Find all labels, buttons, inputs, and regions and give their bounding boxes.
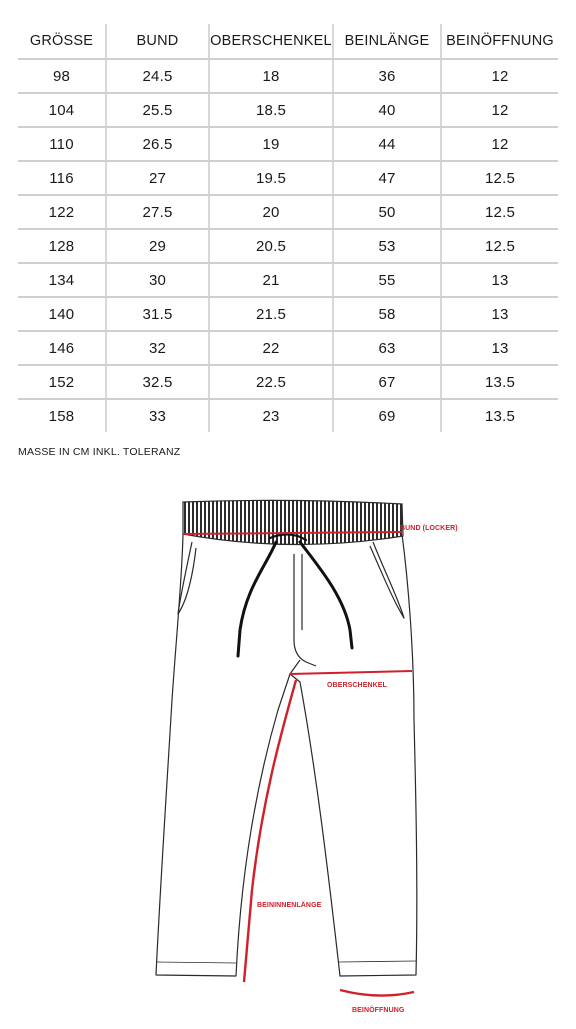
table-row	[18, 331, 558, 365]
cell-groesse: 116	[18, 161, 106, 195]
cell-beinoeffnung: 12	[441, 59, 558, 93]
header-beinlaenge: BEINLÄNGE	[333, 24, 441, 59]
cell-beinoeffnung: 12.5	[441, 195, 558, 229]
cell-beinlaenge: 36	[333, 59, 441, 93]
table-row	[18, 93, 558, 127]
cell-groesse: 152	[18, 365, 106, 399]
cell-oberschenkel: 21.5	[209, 297, 333, 331]
label-oberschenkel: OBERSCHENKEL	[327, 682, 387, 689]
label-beinoeffnung: BEINÖFFNUNG	[352, 1007, 405, 1014]
cell-bund: 30	[106, 263, 209, 297]
cell-groesse: 104	[18, 93, 106, 127]
header-groesse: GRÖSSE	[18, 24, 106, 59]
cell-beinoeffnung: 13	[441, 263, 558, 297]
cell-oberschenkel: 21	[209, 263, 333, 297]
table-row	[18, 399, 558, 432]
header-bund: BUND	[106, 24, 209, 59]
cell-beinoeffnung: 12.5	[441, 229, 558, 263]
beinoeffnung-measure-line	[340, 990, 414, 996]
cell-beinlaenge: 50	[333, 195, 441, 229]
cell-beinoeffnung: 13	[441, 297, 558, 331]
cell-oberschenkel: 18.5	[209, 93, 333, 127]
cell-beinoeffnung: 13.5	[441, 399, 558, 432]
cell-groesse: 122	[18, 195, 106, 229]
cell-oberschenkel: 20.5	[209, 229, 333, 263]
measurement-note: MASSE IN CM INKL. TOLERANZ	[18, 446, 181, 458]
waistband	[183, 500, 403, 544]
table-row	[18, 263, 558, 297]
cell-oberschenkel: 23	[209, 399, 333, 432]
cell-beinlaenge: 55	[333, 263, 441, 297]
cell-oberschenkel: 22	[209, 331, 333, 365]
cell-groesse: 98	[18, 59, 106, 93]
table-header-row	[18, 24, 558, 59]
cell-bund: 31.5	[106, 297, 209, 331]
pants-diagram	[0, 470, 576, 1029]
cell-oberschenkel: 20	[209, 195, 333, 229]
cell-beinlaenge: 67	[333, 365, 441, 399]
cell-groesse: 110	[18, 127, 106, 161]
label-bund: BUND (LOCKER)	[400, 525, 458, 532]
pants-outline	[156, 534, 417, 976]
cell-bund: 27	[106, 161, 209, 195]
table-row	[18, 229, 558, 263]
table-row	[18, 127, 558, 161]
cell-bund: 25.5	[106, 93, 209, 127]
table-row	[18, 59, 558, 93]
cell-beinoeffnung: 13.5	[441, 365, 558, 399]
cell-oberschenkel: 19	[209, 127, 333, 161]
cell-groesse: 128	[18, 229, 106, 263]
cell-beinlaenge: 44	[333, 127, 441, 161]
table-body	[18, 59, 558, 432]
pants-illustration	[0, 470, 576, 1024]
cell-beinlaenge: 63	[333, 331, 441, 365]
cell-bund: 32	[106, 331, 209, 365]
cell-bund: 32.5	[106, 365, 209, 399]
label-beininnenlaenge: BEININNENLÄNGE	[257, 902, 322, 909]
cell-groesse: 140	[18, 297, 106, 331]
cell-bund: 27.5	[106, 195, 209, 229]
cell-beinlaenge: 40	[333, 93, 441, 127]
cell-beinoeffnung: 12.5	[441, 161, 558, 195]
cell-groesse: 134	[18, 263, 106, 297]
cell-beinlaenge: 69	[333, 399, 441, 432]
cell-groesse: 158	[48, 407, 75, 425]
header-beinoeffnung: BEINÖFFNUNG	[441, 24, 558, 59]
table-row	[18, 195, 558, 229]
cell-bund: 33	[106, 399, 209, 432]
cell-beinoeffnung: 12	[441, 127, 558, 161]
cell-bund: 29	[106, 229, 209, 263]
cell-bund: 26.5	[106, 127, 209, 161]
cell-groesse: 146	[18, 331, 106, 365]
cell-beinoeffnung: 13	[441, 331, 558, 365]
cell-oberschenkel: 22.5	[209, 365, 333, 399]
cell-beinlaenge: 47	[333, 161, 441, 195]
table-row	[18, 161, 558, 195]
size-table	[18, 24, 558, 432]
cell-beinlaenge: 58	[333, 297, 441, 331]
table-row	[18, 297, 558, 331]
table-row	[18, 365, 558, 399]
header-oberschenkel: OBERSCHENKEL	[209, 24, 333, 59]
cell-beinlaenge: 53	[333, 229, 441, 263]
cell-beinoeffnung: 12	[441, 93, 558, 127]
cell-oberschenkel: 19.5	[209, 161, 333, 195]
cell-oberschenkel: 18	[209, 59, 333, 93]
cell-bund: 24.5	[106, 59, 209, 93]
